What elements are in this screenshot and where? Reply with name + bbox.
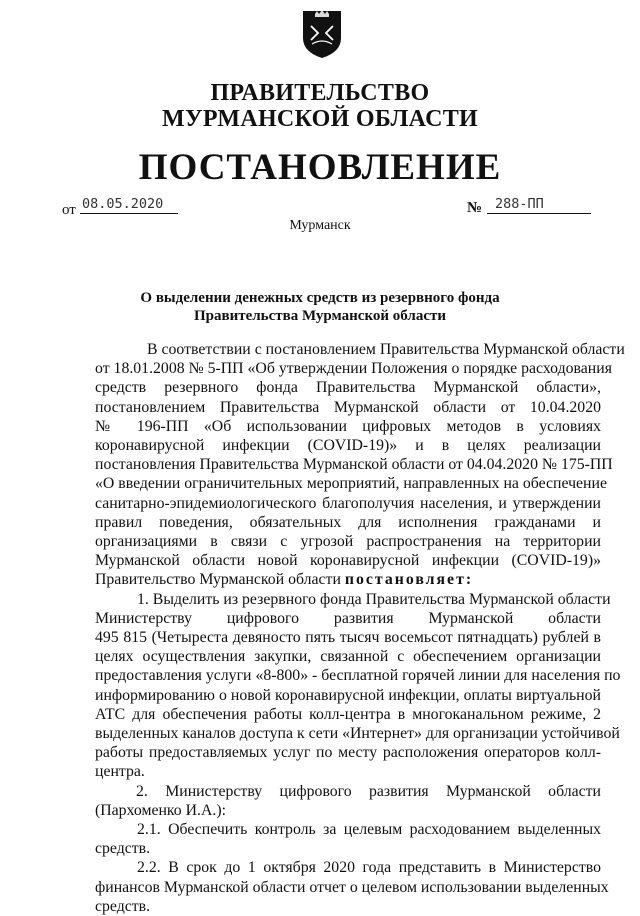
government-title-line1: ПРАВИТЕЛЬСТВО: [210, 80, 430, 106]
government-title-line2: МУРМАНСКОЙ ОБЛАСТИ: [162, 106, 478, 132]
body-line: центра.: [95, 763, 145, 781]
body-line: работы предоставляемых услуг по месту расположения операторов колл-: [95, 744, 601, 762]
body-line: санитарно-эпидемиологического благополучия населения, и утверждении: [95, 494, 601, 512]
body-line: коронавирусной инфекции (COVID-19)» и в целях реализации: [95, 437, 601, 455]
body-line: информированию о новой коронавирусной инфекции, оплаты виртуальной: [95, 686, 601, 704]
body-line: организациями в связи с угрозой распространения на территории: [95, 533, 601, 551]
document-title-line1: О выделении денежных средств из резервного фонда: [140, 290, 500, 306]
body-line: Мурманской области новой коронавирусной инфекции (COVID-19)»: [95, 552, 601, 570]
body-line: (Пархоменко И.А.):: [95, 801, 227, 819]
document-title: [0, 289, 640, 325]
coat-of-arms-emblem: [300, 8, 344, 60]
body-line: правил поведения, обязательных для исполнения гражданами и: [95, 513, 601, 531]
body-line: Правительство Мурманской области: [95, 571, 341, 589]
body-line: 2. Министерству цифрового развития Мурманской области: [136, 782, 601, 800]
document-title-line2: Правительства Мурманской области: [193, 308, 447, 324]
date-value: 08.05.2020: [80, 196, 178, 214]
body-line: средств резервного фонда Правительства Мурманской области»,: [95, 379, 601, 397]
body-line-resolves: [95, 570, 601, 589]
body-line: 2.1. Обеспечить контроль за целевым расходованием выделенных: [137, 821, 601, 839]
number-value: 288-ПП: [487, 196, 591, 214]
resolves-keyword: постановляет:: [344, 571, 474, 589]
body-line: средств.: [95, 897, 151, 915]
document-body: [95, 340, 625, 916]
body-line: 495 815 (Четыреста девяносто пять тысяч восемьсот пятнадцать) рублей в: [95, 629, 601, 647]
number-label: №: [467, 200, 483, 216]
body-line: 2.2. В срок до 1 октября 2020 года представить в Министерство: [137, 859, 601, 877]
body-line: постановления Правительства Мурманской области от 04.04.2020 № 175-ПП: [95, 456, 613, 474]
body-line: средств.: [95, 840, 151, 858]
body-line: В соответствии с постановлением Правительства Мурманской области: [147, 341, 625, 358]
body-line: 1. Выделить из резервного фонда Правительства Мурманской области: [137, 590, 611, 608]
body-line: от 18.01.2008 № 5-ПП «Об утверждении Положения о порядке расходования: [95, 360, 612, 378]
body-line: финансов Мурманской области отчет о целевом использовании выделенных: [95, 878, 609, 896]
body-line: АТС для обеспечения работы колл-центра в многоканальном режиме, 2: [95, 705, 601, 723]
body-line: постановлением Правительства Мурманской области от 10.04.2020: [95, 398, 601, 416]
document-type-title: ПОСТАНОВЛЕНИЕ: [138, 147, 502, 188]
date-label: от: [62, 202, 76, 218]
city: Мурманск: [289, 218, 351, 233]
body-line: № 196-ПП «Об использовании цифровых методов в условиях: [95, 417, 601, 435]
body-line: предоставления услуги «8-800» - бесплатной горячей линии для населения по: [95, 667, 621, 685]
body-line: Министерству цифрового развития Мурманской области: [95, 609, 601, 627]
body-line: «О введении ограничительных мероприятий, направленных на обеспечение: [95, 475, 607, 493]
body-line: целях осуществления закупки, связанной с обеспечением организации: [95, 648, 601, 666]
body-line: выделенных каналов доступа к сети «Интернет» для организации устойчивой: [95, 725, 620, 743]
